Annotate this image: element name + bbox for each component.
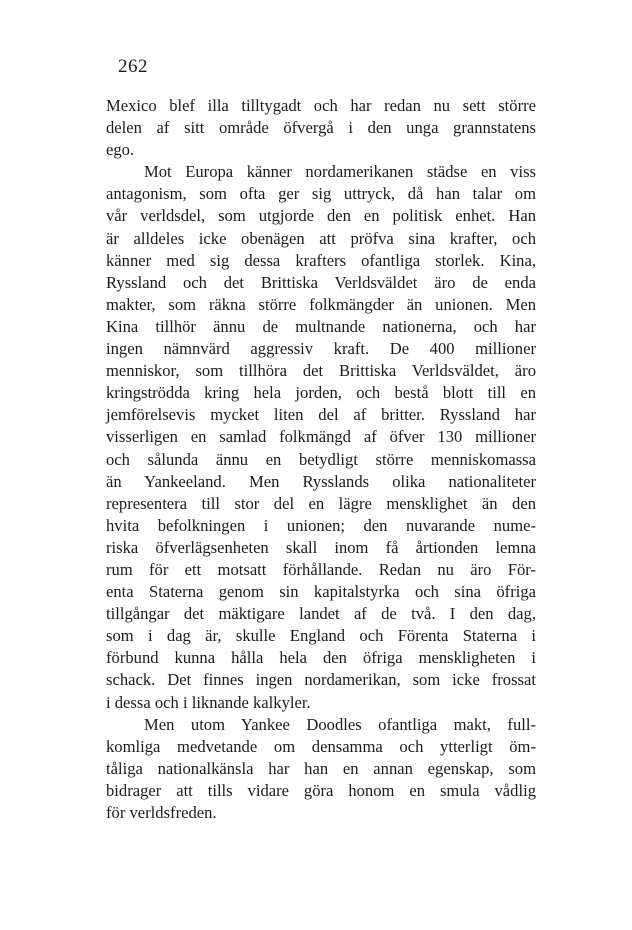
text-line: jemförelsevis mycket liten del af britter. Ryssland har [106, 405, 536, 425]
text-line: Kina tillhör ännu de multnande nationerna, och har [106, 316, 536, 336]
text-line: tåliga nationalkänsla har han en annan egenskap, som [106, 758, 536, 778]
text-line: enta Staterna genom sin kapitalstyrka och sina öfriga [106, 582, 536, 602]
text-line: ingen nämnvärd aggressiv kraft. De 400 millioner [106, 339, 536, 359]
text-line: bidrager att tills vidare göra honom en smula vådlig [106, 780, 536, 800]
text-line: som i dag är, skulle England och Förenta Staterna i [106, 626, 536, 646]
text-line: tillgångar det mäktigare landet af de två. I den dag, [106, 604, 536, 624]
text-line: menniskor, som tillhöra det Brittiska Verldsväldet, äro [106, 361, 536, 381]
text-line: och sålunda ännu en betydligt större menniskomassa [106, 449, 536, 469]
text-line: delen af sitt område öfvergå i den unga grannstatens [106, 118, 536, 138]
text-line: i dessa och i liknande kalkyler. [106, 692, 311, 712]
text-line: rum för ett motsatt förhållande. Redan nu äro För- [106, 559, 536, 579]
text-line: antagonism, som ofta ger sig uttryck, då han talar om [106, 184, 536, 204]
text-line: Ryssland och det Brittiska Verldsväldet äro de enda [106, 272, 536, 292]
text-line: än Yankeeland. Men Rysslands olika nationaliteter [106, 471, 536, 491]
text-line: Mexico blef illa tilltygadt och har redan nu sett större [106, 96, 536, 115]
text-line: Men utom Yankee Doodles ofantliga makt, full- [144, 714, 536, 734]
text-line: är alldeles icke obenägen att pröfva sina krafter, och [106, 228, 536, 248]
text-line: kringströdda kring hela jorden, och bestå blott till en [106, 383, 536, 403]
text-line: komliga medvetande om densamma och ytterligt öm- [106, 736, 536, 756]
text-line: känner med sig dessa krafters ofantliga storlek. Kina, [106, 250, 536, 270]
text-line: vår verldsdel, som utgjorde den en politisk enhet. Han [106, 206, 536, 226]
text-line: ego. [106, 140, 135, 160]
text-line: Mot Europa känner nordamerikanen städse en viss [144, 162, 536, 182]
text-line: riska öfverlägsenheten skall inom få årtionden lemna [106, 537, 536, 557]
text-line: representera till stor del en lägre mensklighet än den [106, 493, 536, 513]
text-line: för verldsfreden. [106, 803, 217, 822]
body-text [106, 95, 536, 824]
text-line: visserligen en samlad folkmängd af öfver 130 millioner [106, 427, 536, 447]
text-line: hvita befolkningen i unionen; den nuvarande nume- [106, 515, 536, 535]
text-line: förbund kunna hålla hela den öfriga menskligheten i [106, 648, 536, 668]
page-number: 262 [118, 56, 148, 77]
text-line: makter, som räkna större folkmängder än unionen. Men [106, 294, 536, 314]
text-line: schack. Det finnes ingen nordamerikan, som icke frossat [106, 670, 536, 690]
